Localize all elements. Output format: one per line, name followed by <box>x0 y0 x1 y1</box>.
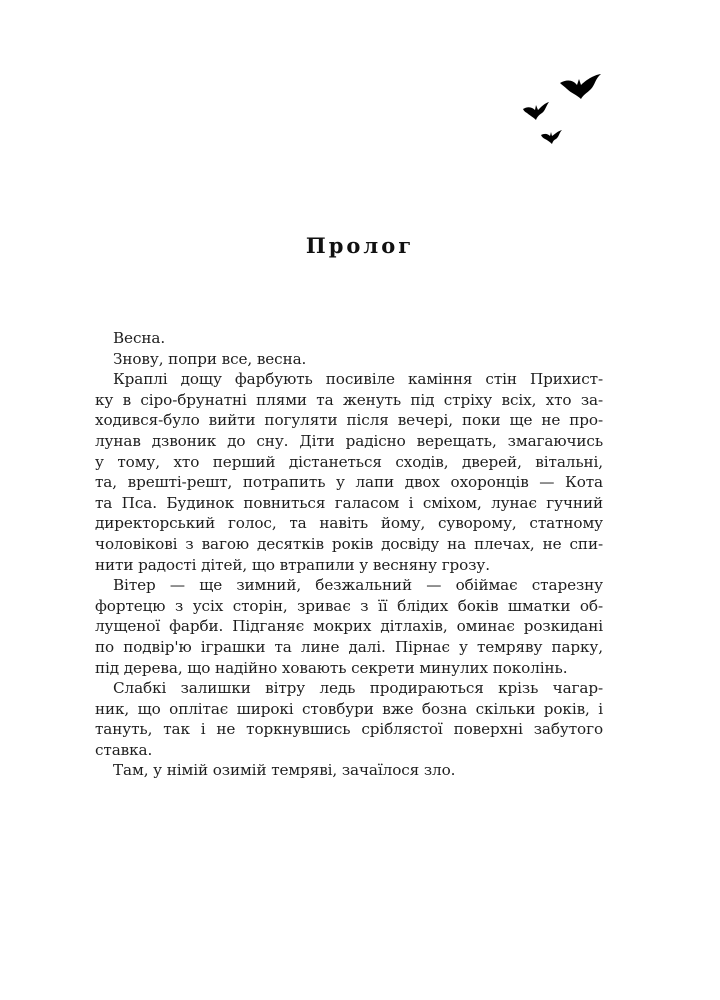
chapter-title: Пролог <box>305 233 415 258</box>
bat-large <box>560 74 601 99</box>
bat-small <box>541 130 562 144</box>
text-line: Весна. <box>113 329 166 347</box>
text-line: ставка. <box>95 740 153 759</box>
text-line: Краплі дощу фарбують посивіле каміння стін Прихист- <box>113 370 603 389</box>
text-line: нити радості дітей, що втрапили у весняну грозу. <box>95 555 490 574</box>
text-line: Слабкі залишки вітру ледь продираються крізь чагар- <box>113 679 603 698</box>
body-text <box>95 328 603 781</box>
text-line: по подвір'ю іграшки та лине далі. Пірнає у темряву парку, <box>95 637 603 656</box>
text-line: чоловікові з вагою десятків років досвіду на плечах, не спи- <box>95 534 603 553</box>
text-line: Вітер — ще зимний, безжальний — обіймає старезну <box>113 576 603 595</box>
text-line: у тому, хто перший дістанеться сходів, дверей, вітальні, <box>95 452 603 471</box>
text-line: ходився-було вийти погуляти після вечері, поки ще не про- <box>95 411 603 430</box>
text-line: ник, що оплітає широкі стовбури вже бозна скільки років, і <box>95 699 603 718</box>
text-line: лущеної фарби. Підганяє мокрих дітлахів, оминає розкидані <box>95 617 603 636</box>
text-line: директорський голос, та навіть йому, суворому, статному <box>95 514 603 533</box>
text-line: Знову, попри все, весна. <box>113 349 307 368</box>
text-line: фортецю з усіх сторін, зриває з її блідих боків шматки об- <box>95 596 603 615</box>
text-line: Там, у німій озимій темряві, зачаїлося зло. <box>113 761 456 780</box>
text-line: ку в сіро-брунатні плями та женуть під стріху всіх, хто за- <box>95 390 603 409</box>
text-line: та, врешті-решт, потрапить у лапи двох охоронців — Кота <box>95 473 603 492</box>
bat-medium <box>523 102 549 120</box>
text-line: та Пса. Будинок повниться галасом і сміхом, лунає гучний <box>95 493 603 512</box>
text-line: тануть, так і не торкнувшись сріблястої поверхні забутого <box>95 720 603 739</box>
text-line: під дерева, що надійно ховають секрети минулих поколінь. <box>95 658 568 677</box>
bats-icon <box>515 65 625 150</box>
text-line: лунав дзвоник до сну. Діти радісно верещать, змагаючись <box>95 431 603 450</box>
